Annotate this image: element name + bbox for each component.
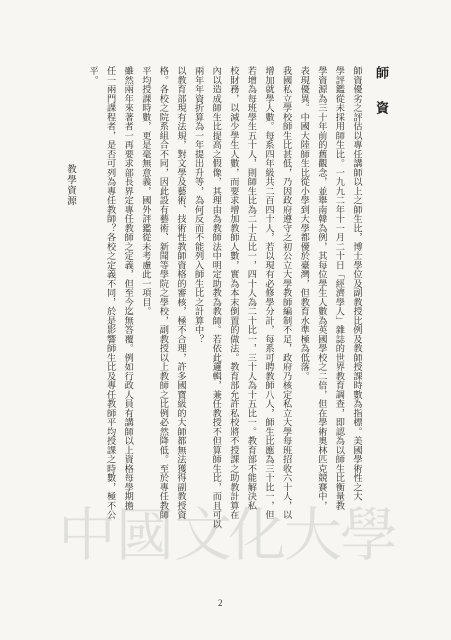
text-column: 學資源為三十年前的舊觀念，並舉南韓為例，其每位學生人數為英國學校之二倍，但在學術奧林匹克競賽中， <box>315 66 327 510</box>
document-title: 師資 <box>373 66 388 136</box>
text-column: 表現優異。中國大陸師生比從小學到大學都優於臺灣，但教育水準極為低落。 <box>298 66 310 381</box>
text-column: 以教育部現有法規，對文學及藝術、技術性教師資格的審核，極不合理，許多國寶級的大師都無法獲得副教授資 <box>175 66 186 520</box>
page-number: 2 <box>218 598 223 608</box>
text-column: 師資優劣之評估以專任講師以上之師生比，博士學位及副教授比例及教師授課時數為指標。美國學術性之大 <box>351 66 362 501</box>
signature: 教學資源 <box>65 164 76 206</box>
watermark-logo: 中 國 文 化 大 學 <box>58 501 399 569</box>
text-column: 增加就學人數。每系四年級共二百四十人，若以現有必修學分計，每系可聘教師八人，師生比應為三十比一，但 <box>263 66 274 520</box>
text-column: 若增為每班學生五十人，則師生比為二十五比一，四十人為二十比一，三十人為十五比一。教育部不能解決私 <box>245 66 257 510</box>
text-column: 我國私立學校師生比甚低，乃因政府遵守之初公立大學教師編制不足，政府乃核定私立大學每班招收六十人，以 <box>280 66 292 520</box>
text-column: 任一兩門課程者，是否可列為專任教師？各校之定義不同，於是影響師生比及專任教師平均授課之時數，極不公 <box>104 66 116 520</box>
text-column: 平。 <box>87 66 98 85</box>
text-column: 兩年年資折算為一年提出升等，為何反而不能列入師生比之計算中？ <box>192 66 204 344</box>
text-column: 平均授課時數，更是毫無意義，國外評鑑從未考慮此一項目。 <box>139 66 151 316</box>
text-column: 校財務，以減少學生人數，而要求增加教師人數，實為本末倒置的做法。教育部允許私校將不授課之助教計算在 <box>227 66 239 520</box>
text-column: 雖然兩年來著者一再要求部長界定專任教師之定義，但至今迄無答覆。例如行政人員有講師以上資格每學期擔 <box>122 66 134 510</box>
text-column: 學評鑑從未採用師生比。一九九二年十一月二十日「經濟學人」雜誌的世界教育調查，即認為以師生比衡量教 <box>333 66 345 510</box>
text-column: 內以造成師生比提高之假像，其理由為教師法中明定助教為教師。若依此邏輯，兼任教授不但算師生比，而且可以 <box>210 66 222 529</box>
text-column: 格。各校之院系組合不同，因此設有藝術、新聞等學院之學校，副教授以上教師之比例必然降低。至於專任教師 <box>157 66 169 520</box>
